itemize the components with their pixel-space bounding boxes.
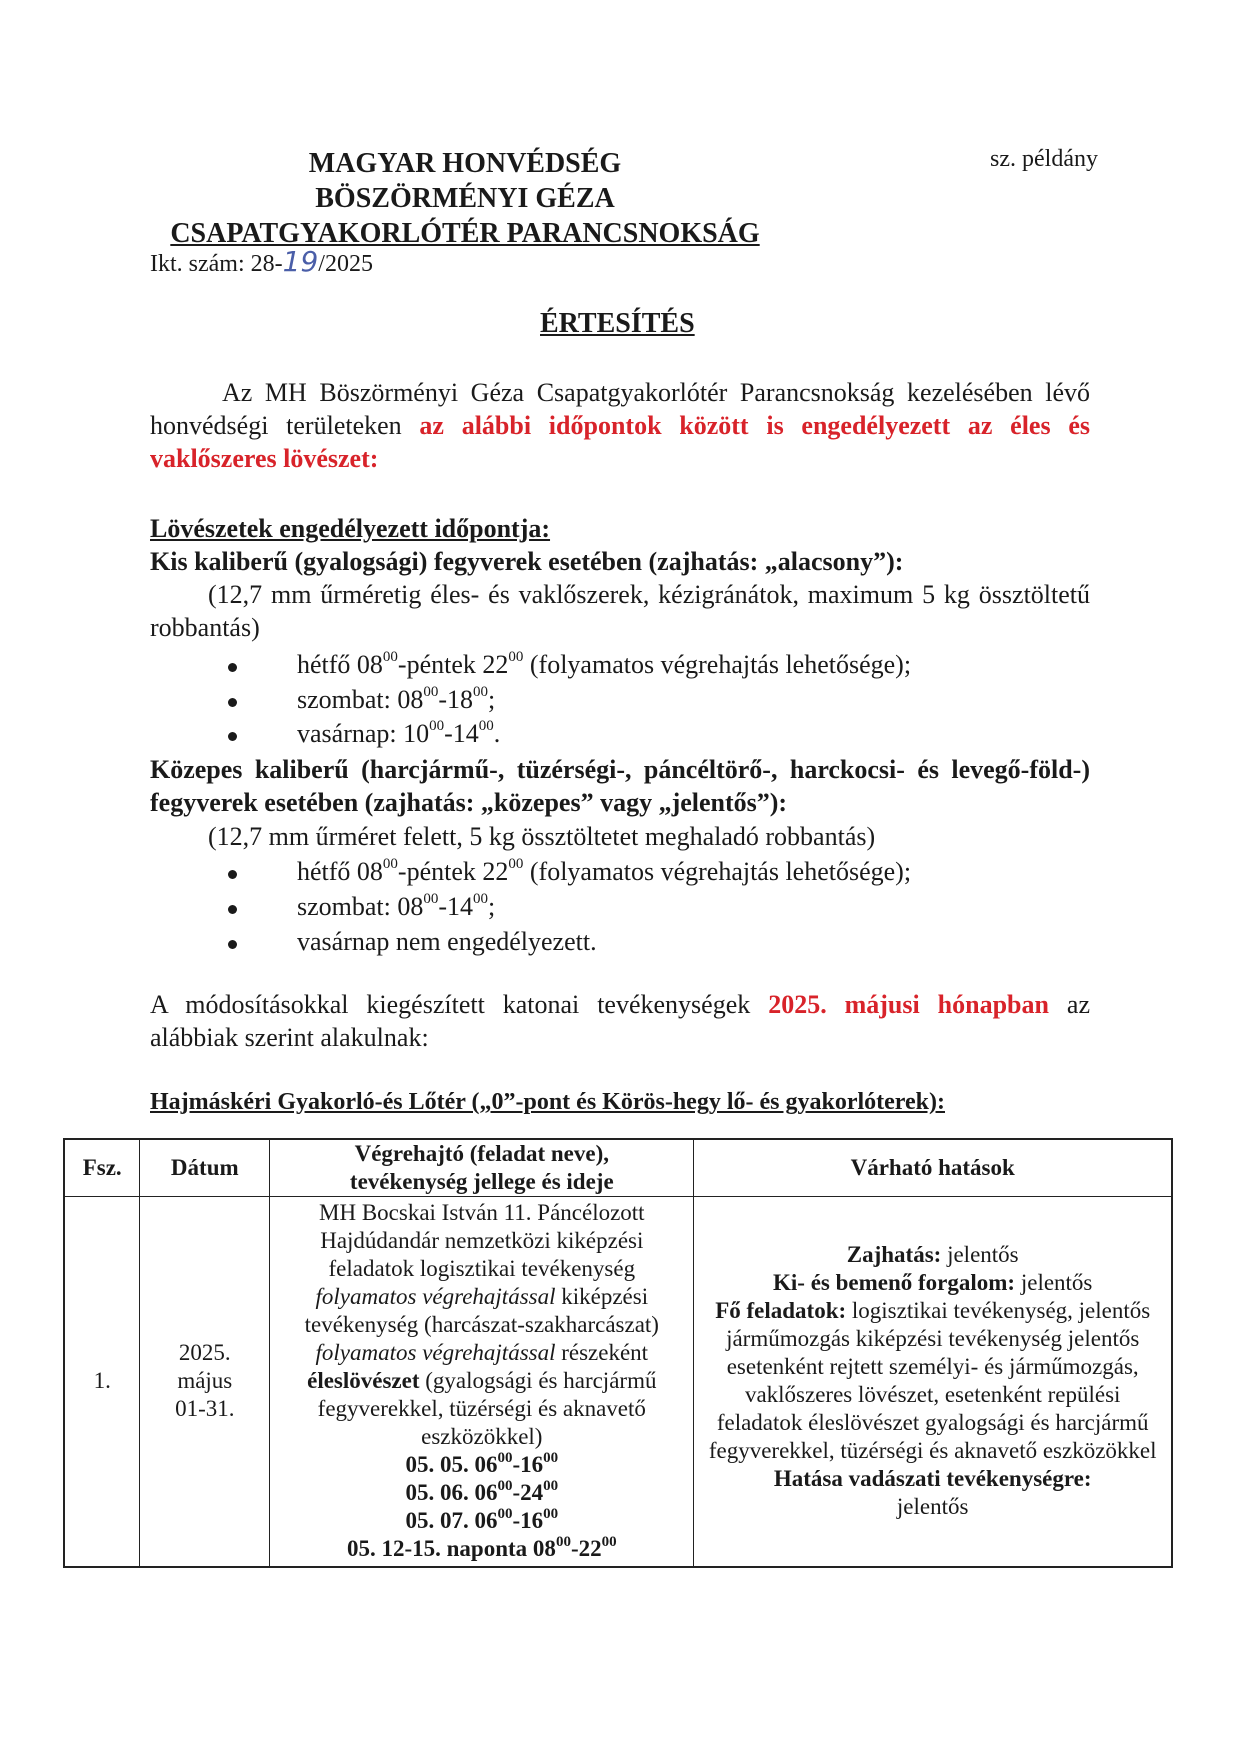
registry-prefix: Ikt. szám: 28- bbox=[150, 251, 283, 277]
col-header-date: Dátum bbox=[140, 1139, 270, 1197]
handwritten-number: 19 bbox=[282, 245, 319, 278]
row-effects: Zajhatás: jelentős Ki- és bemenő forgalom: jelentős Fő feladatok: logisztikai tevékenység, jelentős járműmozgás kiképzési tevékenység jelentős esetenként rejtett személyi- és járműmozgás, vaklőszeres lövészet, esetenként repülési feladatok éleslövészet gyalogsági és harcjármű fegyverekkel, tüzérségi és aknavető eszközökkel Hatása vadászati tevékenységre: jelentős bbox=[694, 1197, 1172, 1567]
row-executor: MH Bocskai István 11. Páncélozott Hajdúdandár nemzetközi kiképzési feladatok logisztikai tevékenység folyamatos végrehajtással kiképzési tevékenység (harcászat-szakharcászat) folyamatos végrehajtással részeként éleslövészet (gyalogsági és harcjármű fegyverekkel, tüzérségi és aknavető eszközökkel) 05. 05. $06^{00}-16^{00}$ 05. 06. $06^{00}-24^{00}$ 05. 07. $06^{00}-16^{00}$ 05. 12-15. naponta $08^{00}-22^{00}$ bbox=[270, 1197, 694, 1567]
medium-bullet-1: hétfő $08^{00}$-péntek $22^{00}$ (folyamatos végrehajtás lehetősége); bbox=[297, 856, 912, 886]
bullet-icon bbox=[228, 870, 237, 879]
medium-bullet-3: vasárnap nem engedélyezett. bbox=[297, 927, 597, 956]
bullet-icon bbox=[228, 732, 237, 741]
intro-highlight: az alábbi időpontok között is engedélyezett az éles és vaklőszeres lövészet: bbox=[150, 411, 1090, 473]
medium-caliber-title: Közepes kaliberű (harcjármű-, tüzérségi-, páncéltörő-, harckocsi- és levegő-föld-) fegyverek esetében (zajhatás: „közepes” vagy „jelentős”): bbox=[150, 755, 1090, 817]
medium-bullet-2: szombat: $08^{00}-14^{00}$; bbox=[297, 891, 496, 921]
row-number: 1. bbox=[64, 1197, 140, 1567]
bullet-icon bbox=[228, 698, 237, 707]
bullet-icon bbox=[228, 905, 237, 914]
intro-paragraph bbox=[150, 376, 1090, 475]
small-caliber-desc: (12,7 mm űrméretig éles- és vaklőszerek, kézigránátok, maximum 5 kg össztöltetű robbantás) bbox=[150, 580, 1090, 642]
schedule-heading: Lövészetek engedélyezett időpontja: bbox=[150, 514, 551, 543]
col-header-effects: Várható hatások bbox=[694, 1139, 1172, 1197]
intro-text: Az MH Böszörményi Géza Csapatgyakorlótér Parancsnokság kezelésében lévő honvédségi területeken bbox=[150, 378, 1090, 440]
col-header-number: Fsz. bbox=[64, 1139, 140, 1197]
org-name-line3: CSAPATGYAKORLÓTÉR PARANCSNOKSÁG bbox=[170, 218, 760, 249]
small-bullet-1: hétfő $08^{00}$-péntek $22^{00}$ (folyamatos végrehajtás lehetősége); bbox=[297, 649, 912, 679]
col-header-executor: Végrehajtó (feladat neve), tevékenység jellege és ideje bbox=[270, 1139, 694, 1197]
registry-suffix: /2025 bbox=[318, 251, 373, 277]
row-date: 2025. május 01-31. bbox=[140, 1197, 270, 1567]
table-row bbox=[64, 1197, 1172, 1567]
medium-caliber-desc: (12,7 mm űrméret felett, 5 kg össztöltetet meghaladó robbantás) bbox=[208, 822, 876, 851]
small-bullet-3: vasárnap: $10^{00}-14^{00}$. bbox=[297, 718, 501, 748]
summary-text-b: az alábbiak szerint alakulnak: bbox=[150, 990, 1090, 1052]
org-name-line2: BÖSZÖRMÉNYI GÉZA bbox=[315, 183, 615, 214]
activity-table bbox=[63, 1138, 1173, 1568]
table-header-row bbox=[64, 1139, 1172, 1197]
area-title: Hajmáskéri Gyakorló-és Lőtér („0”-pont és Körös-hegy lő- és gyakorlóterek): bbox=[150, 1089, 945, 1115]
bullet-icon bbox=[228, 940, 237, 949]
document-title: ÉRTESÍTÉS bbox=[540, 308, 695, 339]
summary-month: 2025. májusi hónapban bbox=[768, 990, 1049, 1019]
bullet-icon bbox=[228, 663, 237, 672]
summary-paragraph bbox=[150, 988, 1090, 1054]
small-caliber-title: Kis kaliberű (gyalogsági) fegyverek esetében (zajhatás: „alacsony”): bbox=[150, 547, 904, 576]
org-name-line1: MAGYAR HONVÉDSÉG bbox=[308, 148, 622, 179]
registry-number bbox=[150, 245, 373, 278]
copy-label: sz. példány bbox=[990, 146, 1098, 172]
summary-text-a: A módosításokkal kiegészített katonai tevékenységek bbox=[150, 990, 769, 1019]
small-bullet-2: szombat: $08^{00}-18^{00}$; bbox=[297, 684, 496, 714]
